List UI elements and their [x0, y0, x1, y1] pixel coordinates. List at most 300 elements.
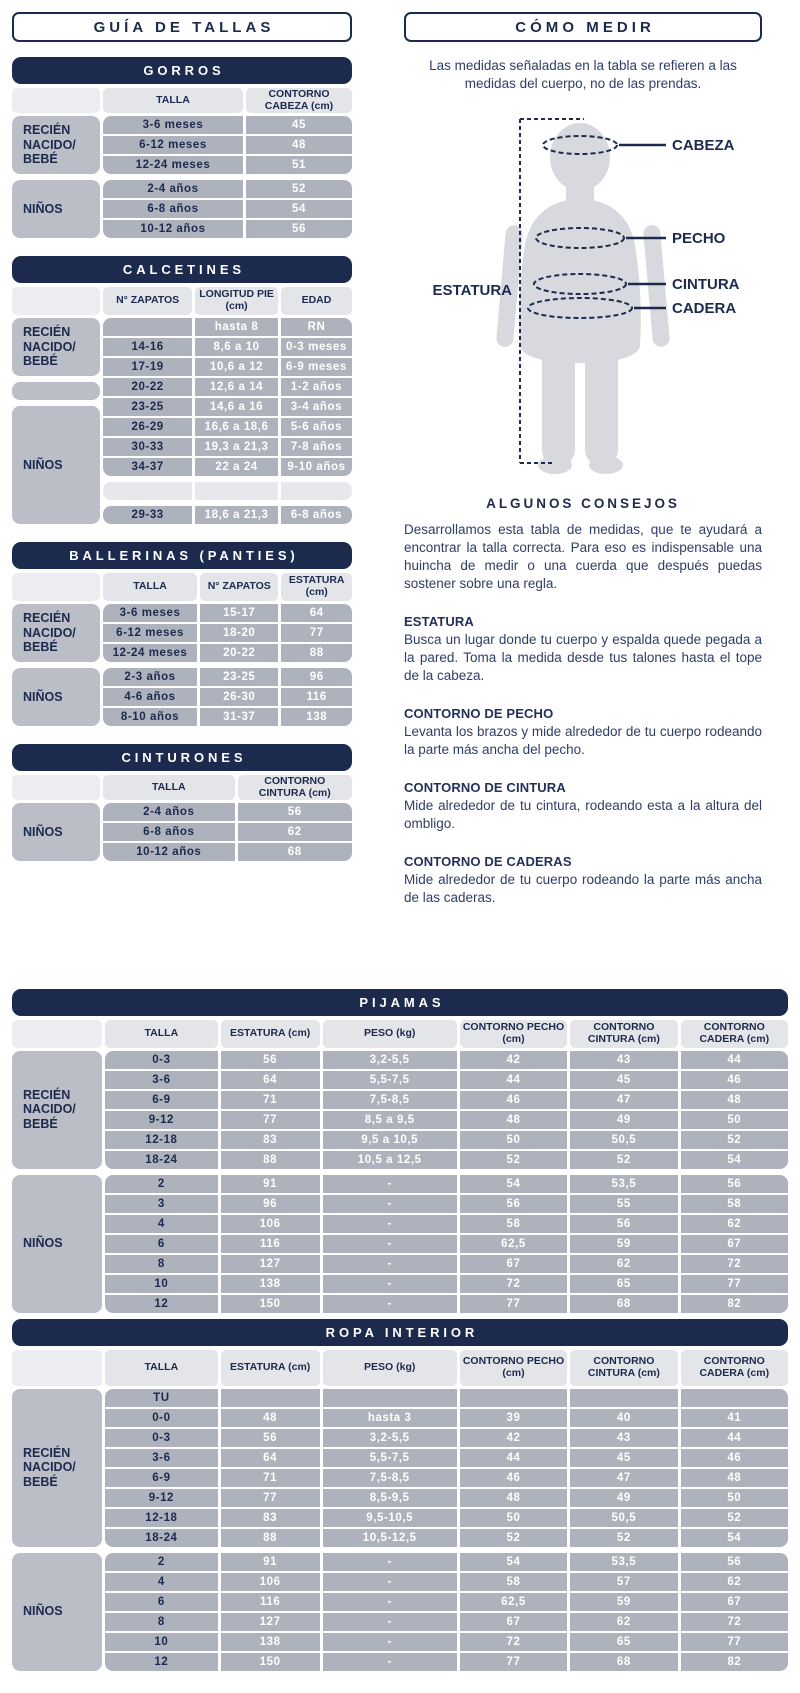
column-header: CONTORNO CADERA (cm)	[681, 1350, 788, 1386]
table-cell: 4-6 años	[103, 688, 197, 706]
table-cell: 127	[221, 1255, 320, 1273]
table-cell: 12-18	[105, 1509, 218, 1527]
table-cell: 91	[221, 1553, 320, 1571]
table-cell: 72	[460, 1633, 567, 1651]
table-cell: 30-33	[103, 438, 192, 456]
table-cell: 46	[681, 1071, 788, 1089]
table-rows	[103, 318, 352, 524]
table-cell	[195, 482, 278, 500]
row-group-label: NIÑOS	[12, 1553, 102, 1671]
column-header: ESTATURA (cm)	[221, 1350, 320, 1386]
body-diagram-svg	[404, 105, 762, 477]
table-cell: 59	[570, 1235, 677, 1253]
row-group-rail	[12, 318, 100, 524]
column-header: TALLA	[103, 775, 235, 800]
table-cell: 3-4 años	[281, 398, 352, 416]
table-cell: 127	[221, 1613, 320, 1631]
table-cell: 10	[105, 1633, 218, 1651]
row-block	[105, 1389, 788, 1547]
row-group-rail	[12, 604, 100, 726]
consejos-text: Desarrollamos esta tabla de medidas, que te ayudará a encontrar la talla correcta. Para eso es indispensable una huincha de medir o una cuerda que después puedas sostener sobre una regla.	[404, 522, 762, 592]
table-cell: -	[323, 1255, 457, 1273]
table-cell: 52	[681, 1131, 788, 1149]
table-header-row	[12, 1020, 788, 1048]
table-cell: 77	[681, 1275, 788, 1293]
table-cell: 116	[221, 1235, 320, 1253]
table-cell: 6-8 años	[103, 823, 235, 841]
header-corner-cell	[12, 1020, 102, 1048]
row-group-label: RECIÉN NACIDO/ BEBÉ	[12, 1051, 102, 1169]
table-cell: -	[323, 1593, 457, 1611]
table-cell: 50,5	[570, 1131, 677, 1149]
table-cell	[281, 482, 352, 500]
table-cell: 96	[221, 1195, 320, 1213]
column-header: N° ZAPATOS	[103, 287, 192, 315]
table-cell: 8,5 a 9,5	[323, 1111, 457, 1129]
table-body	[12, 604, 352, 726]
table-cell: 57	[570, 1573, 677, 1591]
table-cell: 2-4 años	[103, 180, 243, 198]
table-cell: 52	[460, 1529, 567, 1547]
table-cell: 68	[570, 1653, 677, 1671]
table-cell: 0-3	[105, 1051, 218, 1069]
table-cell: 52	[681, 1509, 788, 1527]
table-cell: 58	[460, 1215, 567, 1233]
column-header: TALLA	[105, 1020, 218, 1048]
table-cell: 18-24	[105, 1529, 218, 1547]
table-cell: 48	[681, 1091, 788, 1109]
bottom-tables	[12, 989, 788, 1671]
row-block	[103, 482, 352, 500]
table-cell: 67	[681, 1235, 788, 1253]
table-cell: 20-22	[200, 644, 278, 662]
table-cell: -	[323, 1573, 457, 1591]
table-cell: 7,5-8,5	[323, 1469, 457, 1487]
table-cell: 65	[570, 1633, 677, 1651]
table-cell: 68	[238, 843, 352, 861]
table-cell: 49	[570, 1111, 677, 1129]
table-cell: 9-12	[105, 1489, 218, 1507]
column-header: TALLA	[103, 573, 197, 601]
row-block	[103, 803, 352, 861]
column-header: CONTORNO CABEZA (cm)	[246, 88, 352, 113]
table-cell: 19,3 a 21,3	[195, 438, 278, 456]
table-cell: 62	[570, 1255, 677, 1273]
table-cell: 56	[221, 1429, 320, 1447]
column-header: CONTORNO CADERA (cm)	[681, 1020, 788, 1048]
row-group-label	[12, 382, 100, 400]
header-corner-cell	[12, 573, 100, 601]
row-group-label: NIÑOS	[12, 406, 100, 524]
section-title: CONTORNO DE CADERAS	[404, 853, 572, 869]
table-cell: 7-8 años	[281, 438, 352, 456]
table-cell: 6	[105, 1235, 218, 1253]
table-cell: 58	[681, 1195, 788, 1213]
table-cell: 62	[681, 1573, 788, 1591]
column-header: LONGITUD PIE (cm)	[195, 287, 278, 315]
table-cell: 6	[105, 1593, 218, 1611]
table-cell: 46	[460, 1091, 567, 1109]
table-cell: 116	[281, 688, 352, 706]
row-block	[105, 1051, 788, 1169]
table-cell: 6-8 años	[281, 506, 352, 524]
como-medir-title	[404, 12, 762, 42]
table-body	[12, 1051, 788, 1313]
table-cell: 50	[681, 1489, 788, 1507]
table-cell: 48	[246, 136, 352, 154]
table-cell: 77	[221, 1489, 320, 1507]
table-cell: 62	[570, 1613, 677, 1631]
column-header: ESTATURA (cm)	[221, 1020, 320, 1048]
table-cell: 64	[221, 1071, 320, 1089]
table-cell: 26-29	[103, 418, 192, 436]
table-header-row	[12, 775, 352, 800]
table-cell: 18-24	[105, 1151, 218, 1169]
table-cell: -	[323, 1275, 457, 1293]
table-cell: 54	[681, 1151, 788, 1169]
column-header: CONTORNO CINTURA (cm)	[238, 775, 352, 800]
body-silhouette	[496, 123, 671, 474]
table-cell: 46	[681, 1449, 788, 1467]
table-cell: -	[323, 1235, 457, 1253]
como-medir-column	[404, 12, 762, 907]
table-header-row	[12, 88, 352, 113]
table-cell: 83	[221, 1131, 320, 1149]
table-cell: 88	[281, 644, 352, 662]
table-cell	[103, 482, 192, 500]
table-cell: 9-12	[105, 1111, 218, 1129]
table-cell: 10,5-12,5	[323, 1529, 457, 1547]
table-cell: 56	[570, 1215, 677, 1233]
table-cell: 0-0	[105, 1409, 218, 1427]
table-cell: 12,6 a 14	[195, 378, 278, 396]
row-group-rail	[12, 1389, 102, 1671]
table-banner: GORROS	[12, 57, 352, 84]
table-header-row	[12, 1350, 788, 1386]
table-cell: 64	[221, 1449, 320, 1467]
table-cell: 58	[460, 1573, 567, 1591]
table-cell: 45	[570, 1071, 677, 1089]
column-header: CONTORNO PECHO (cm)	[460, 1020, 567, 1048]
section-title: ESTATURA	[404, 614, 474, 630]
measure-section-cintura	[404, 780, 762, 833]
table-cell: 18-20	[200, 624, 278, 642]
row-block	[103, 318, 352, 476]
table-cell: 138	[221, 1275, 320, 1293]
table-cell: 23-25	[200, 668, 278, 686]
table-cell: 17-19	[103, 358, 192, 376]
table-cell: 12-24 meses	[103, 644, 197, 662]
row-group-label: NIÑOS	[12, 803, 100, 861]
column-header: EDAD	[281, 287, 352, 315]
row-group-label: RECIÉN NACIDO/ BEBÉ	[12, 604, 100, 662]
table-cell: 62	[681, 1215, 788, 1233]
table-cell: 15-17	[200, 604, 278, 622]
table-cell: 43	[570, 1429, 677, 1447]
table-cell: 88	[221, 1151, 320, 1169]
table-cell: -	[323, 1653, 457, 1671]
table-cell: 7,5-8,5	[323, 1091, 457, 1109]
table-cell: 8	[105, 1613, 218, 1631]
table-cell: -	[323, 1553, 457, 1571]
table-cell: 8,6 a 10	[195, 338, 278, 356]
table-cell: 54	[681, 1529, 788, 1547]
table-cell: 56	[221, 1051, 320, 1069]
section-title: CONTORNO DE PECHO	[404, 706, 554, 722]
table-cell: 62,5	[460, 1235, 567, 1253]
table-banner: BALLERINAS (PANTIES)	[12, 542, 352, 569]
table-cell: 56	[460, 1195, 567, 1213]
intro-text: Las medidas señaladas en la tabla se refieren a las medidas del cuerpo, no de las prendas.	[429, 58, 737, 92]
table-cell	[103, 318, 192, 336]
header-corner-cell	[12, 287, 100, 315]
table-cell: 9,5 a 10,5	[323, 1131, 457, 1149]
table-cinturones	[12, 744, 352, 861]
table-cell: RN	[281, 318, 352, 336]
table-cell: 77	[221, 1111, 320, 1129]
section-text: Mide alrededor de tu cuerpo rodeando la parte más ancha de las caderas.	[404, 871, 762, 905]
table-cell: 82	[681, 1653, 788, 1671]
table-cell: 41	[681, 1409, 788, 1427]
table-cell: 50,5	[570, 1509, 677, 1527]
table-cell: -	[323, 1215, 457, 1233]
guia-de-tallas-title-text: GUÍA DE TALLAS	[93, 18, 275, 36]
cadera-label: CADERA	[672, 300, 737, 318]
table-cell: 22 a 24	[195, 458, 278, 476]
table-cell: 56	[246, 220, 352, 238]
table-cell: 52	[246, 180, 352, 198]
table-body	[12, 318, 352, 524]
table-cell: 4	[105, 1215, 218, 1233]
table-cell: 106	[221, 1573, 320, 1591]
consejos-title: ALGUNOS CONSEJOS	[486, 496, 680, 512]
table-cell: 62	[238, 823, 352, 841]
table-cell: 23-25	[103, 398, 192, 416]
table-cell: 2-3 años	[103, 668, 197, 686]
table-cell: 52	[460, 1151, 567, 1169]
column-header: PESO (kg)	[323, 1020, 457, 1048]
table-cell: 2-4 años	[103, 803, 235, 821]
header-corner-cell	[12, 1350, 102, 1386]
table-cell: 68	[570, 1295, 677, 1313]
table-cell: 12	[105, 1653, 218, 1671]
table-cell: 12	[105, 1295, 218, 1313]
table-cell: 96	[281, 668, 352, 686]
table-cell: 4	[105, 1573, 218, 1591]
row-group-label: NIÑOS	[12, 668, 100, 726]
table-cell: 31-37	[200, 708, 278, 726]
table-cell: 48	[221, 1409, 320, 1427]
table-cell: 138	[281, 708, 352, 726]
table-cell: 12-18	[105, 1131, 218, 1149]
table-cell: 0-3 meses	[281, 338, 352, 356]
table-ropa-interior	[12, 1319, 788, 1671]
table-cell: 88	[221, 1529, 320, 1547]
table-cell	[460, 1389, 567, 1407]
table-cell: 0-3	[105, 1429, 218, 1447]
table-cell: -	[323, 1175, 457, 1193]
table-cell: 3-6 meses	[103, 604, 197, 622]
table-rows	[105, 1051, 788, 1313]
table-cell: 64	[281, 604, 352, 622]
table-cell: 8,5-9,5	[323, 1489, 457, 1507]
table-cell: 2	[105, 1553, 218, 1571]
table-cell: 39	[460, 1409, 567, 1427]
table-body	[12, 803, 352, 861]
table-rows	[103, 604, 352, 726]
cabeza-label: CABEZA	[672, 137, 735, 155]
table-cell: 49	[570, 1489, 677, 1507]
table-cell: 59	[570, 1593, 677, 1611]
table-rows	[103, 803, 352, 861]
table-cell: 51	[246, 156, 352, 174]
table-cell: -	[323, 1633, 457, 1651]
table-body	[12, 1389, 788, 1671]
table-cell: 6-9	[105, 1469, 218, 1487]
row-group-label: RECIÉN NACIDO/ BEBÉ	[12, 116, 100, 174]
row-block	[105, 1553, 788, 1671]
table-cell	[323, 1389, 457, 1407]
table-cell: 12-24 meses	[103, 156, 243, 174]
table-cell: 20-22	[103, 378, 192, 396]
row-group-rail	[12, 116, 100, 238]
row-group-label: RECIÉN NACIDO/ BEBÉ	[12, 1389, 102, 1547]
size-tables-column	[12, 12, 352, 879]
table-cell: 45	[570, 1449, 677, 1467]
table-cell: 72	[460, 1275, 567, 1293]
table-banner: PIJAMAS	[12, 989, 788, 1016]
table-cell: 53,5	[570, 1553, 677, 1571]
table-gorros	[12, 57, 352, 238]
table-cell: 54	[246, 200, 352, 218]
table-cell: 77	[460, 1653, 567, 1671]
section-title: CONTORNO DE CINTURA	[404, 780, 566, 796]
table-cell: 72	[681, 1255, 788, 1273]
column-header: PESO (kg)	[323, 1350, 457, 1386]
column-header: CONTORNO CINTURA (cm)	[570, 1350, 677, 1386]
row-group-label: NIÑOS	[12, 1175, 102, 1313]
table-cell: 50	[460, 1131, 567, 1149]
table-cell: 67	[681, 1593, 788, 1611]
body-measurement-diagram	[404, 105, 762, 482]
table-cell: 1-2 años	[281, 378, 352, 396]
table-cell: 2	[105, 1175, 218, 1193]
table-cell: 9,5-10,5	[323, 1509, 457, 1527]
row-group-rail	[12, 1051, 102, 1313]
table-cell: 5-6 años	[281, 418, 352, 436]
table-cell: 5,5-7,5	[323, 1071, 457, 1089]
table-cell: 67	[460, 1613, 567, 1631]
table-cell: 44	[681, 1051, 788, 1069]
table-cell: 3-6	[105, 1071, 218, 1089]
table-cell: 5,5-7,5	[323, 1449, 457, 1467]
row-group-rail	[12, 803, 100, 861]
table-cell: 56	[681, 1175, 788, 1193]
table-cell: 82	[681, 1295, 788, 1313]
row-group-label: NIÑOS	[12, 180, 100, 238]
table-cell: 10	[105, 1275, 218, 1293]
table-cell: 6-12 meses	[103, 136, 243, 154]
table-cell: 91	[221, 1175, 320, 1193]
table-cell: 54	[460, 1175, 567, 1193]
table-cell: 77	[281, 624, 352, 642]
table-ballerinas	[12, 542, 352, 726]
header-corner-cell	[12, 88, 100, 113]
table-cell: 48	[460, 1489, 567, 1507]
table-cell: 52	[570, 1151, 677, 1169]
table-cell: 45	[246, 116, 352, 134]
table-cell: -	[323, 1295, 457, 1313]
table-cell: 6-9	[105, 1091, 218, 1109]
column-header: CONTORNO CINTURA (cm)	[570, 1020, 677, 1048]
table-cell: 8	[105, 1255, 218, 1273]
table-banner: ROPA INTERIOR	[12, 1319, 788, 1346]
table-cell: 8-10 años	[103, 708, 197, 726]
table-cell: 47	[570, 1091, 677, 1109]
table-cell: 116	[221, 1593, 320, 1611]
section-text: Mide alrededor de tu cintura, rodeando esta a la altura del ombligo.	[404, 798, 762, 831]
table-cell: 150	[221, 1295, 320, 1313]
table-cell: 53,5	[570, 1175, 677, 1193]
table-pijamas	[12, 989, 788, 1313]
table-banner: CALCETINES	[12, 256, 352, 283]
table-cell: 3-6	[105, 1449, 218, 1467]
measure-section-pecho	[404, 706, 762, 759]
table-rows	[103, 116, 352, 238]
row-block	[103, 604, 352, 662]
column-header: TALLA	[103, 88, 243, 113]
table-cell: 83	[221, 1509, 320, 1527]
row-block	[103, 506, 352, 524]
row-block	[103, 668, 352, 726]
table-cell: 77	[681, 1633, 788, 1651]
table-cell: 10,6 a 12	[195, 358, 278, 376]
section-text: Levanta los brazos y mide alrededor de tu cuerpo rodeando la parte más ancha del pecho.	[404, 724, 762, 758]
left-tables	[12, 57, 352, 861]
table-body	[12, 116, 352, 238]
table-cell: 26-30	[200, 688, 278, 706]
table-cell: 55	[570, 1195, 677, 1213]
section-text: Busca un lugar donde tu cuerpo y espalda quede pegada a la pared. Toma la medida desde tus talones hasta el tope de la cabeza.	[404, 632, 762, 684]
table-cell: 14-16	[103, 338, 192, 356]
table-cell: 67	[460, 1255, 567, 1273]
estatura-label: ESTATURA	[432, 282, 512, 300]
table-header-row	[12, 573, 352, 601]
table-calcetines	[12, 256, 352, 524]
table-cell: 3,2-5,5	[323, 1051, 457, 1069]
table-cell: 3	[105, 1195, 218, 1213]
table-cell: 3,2-5,5	[323, 1429, 457, 1447]
table-cell: 54	[460, 1553, 567, 1571]
table-cell: 71	[221, 1091, 320, 1109]
table-cell: 47	[570, 1469, 677, 1487]
table-cell: 42	[460, 1429, 567, 1447]
como-medir-title-text: CÓMO MEDIR	[515, 18, 655, 36]
table-cell: 29-33	[103, 506, 192, 524]
table-cell	[570, 1389, 677, 1407]
table-cell: 10,5 a 12,5	[323, 1151, 457, 1169]
table-cell: 56	[681, 1553, 788, 1571]
table-cell: hasta 3	[323, 1409, 457, 1427]
table-cell: 77	[460, 1295, 567, 1313]
table-cell: 46	[460, 1469, 567, 1487]
table-cell: 6-12 meses	[103, 624, 197, 642]
table-header-row	[12, 287, 352, 315]
table-cell: 43	[570, 1051, 677, 1069]
table-cell: 62,5	[460, 1593, 567, 1611]
table-cell: 34-37	[103, 458, 192, 476]
guia-de-tallas-title	[12, 12, 352, 42]
